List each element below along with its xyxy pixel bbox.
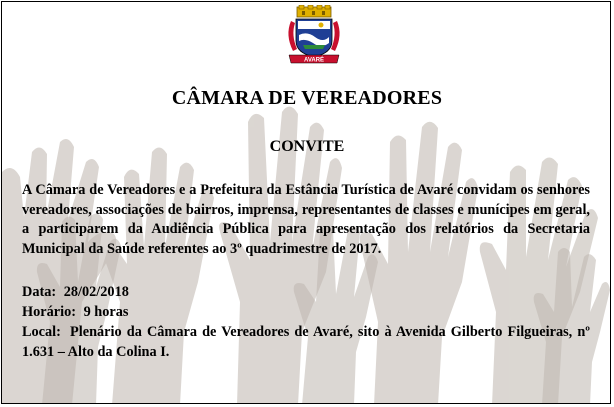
location-label: Local: [22, 324, 61, 340]
document-title: CÂMARA DE VEREADORES [171, 87, 443, 109]
document-subtitle: CONVITE [269, 138, 345, 155]
crest-banner-text: AVARÉ [303, 57, 325, 64]
date-value: 28/02/2018 [63, 284, 129, 300]
event-details [22, 282, 590, 362]
event-time [22, 302, 590, 322]
date-label: Data: [22, 284, 57, 300]
time-label: Horário: [22, 304, 76, 320]
invitation-paragraph: A Câmara de Vereadores e a Prefeitura da Estância Turística de Avaré convidam os senhores vereadores, associações de bairros, imprensa, representantes de classes e munícipes em geral, a participarem da Audiência Pública para apresentação dos relatórios da Secretaria Municipal da Saúde referentes ao 3º quadrimestre de 2017. [22, 182, 590, 257]
avare-coat-of-arms [285, 5, 343, 67]
location-value: Plenário da Câmara de Vereadores de Avaré, sito à Avenida Gilberto Filgueiras, nº 1.631 – Alto da Colina I. [22, 324, 591, 360]
invitation-card [1, 1, 611, 404]
event-date [22, 282, 590, 302]
time-value: 9 horas [83, 304, 129, 320]
event-location [22, 322, 590, 362]
